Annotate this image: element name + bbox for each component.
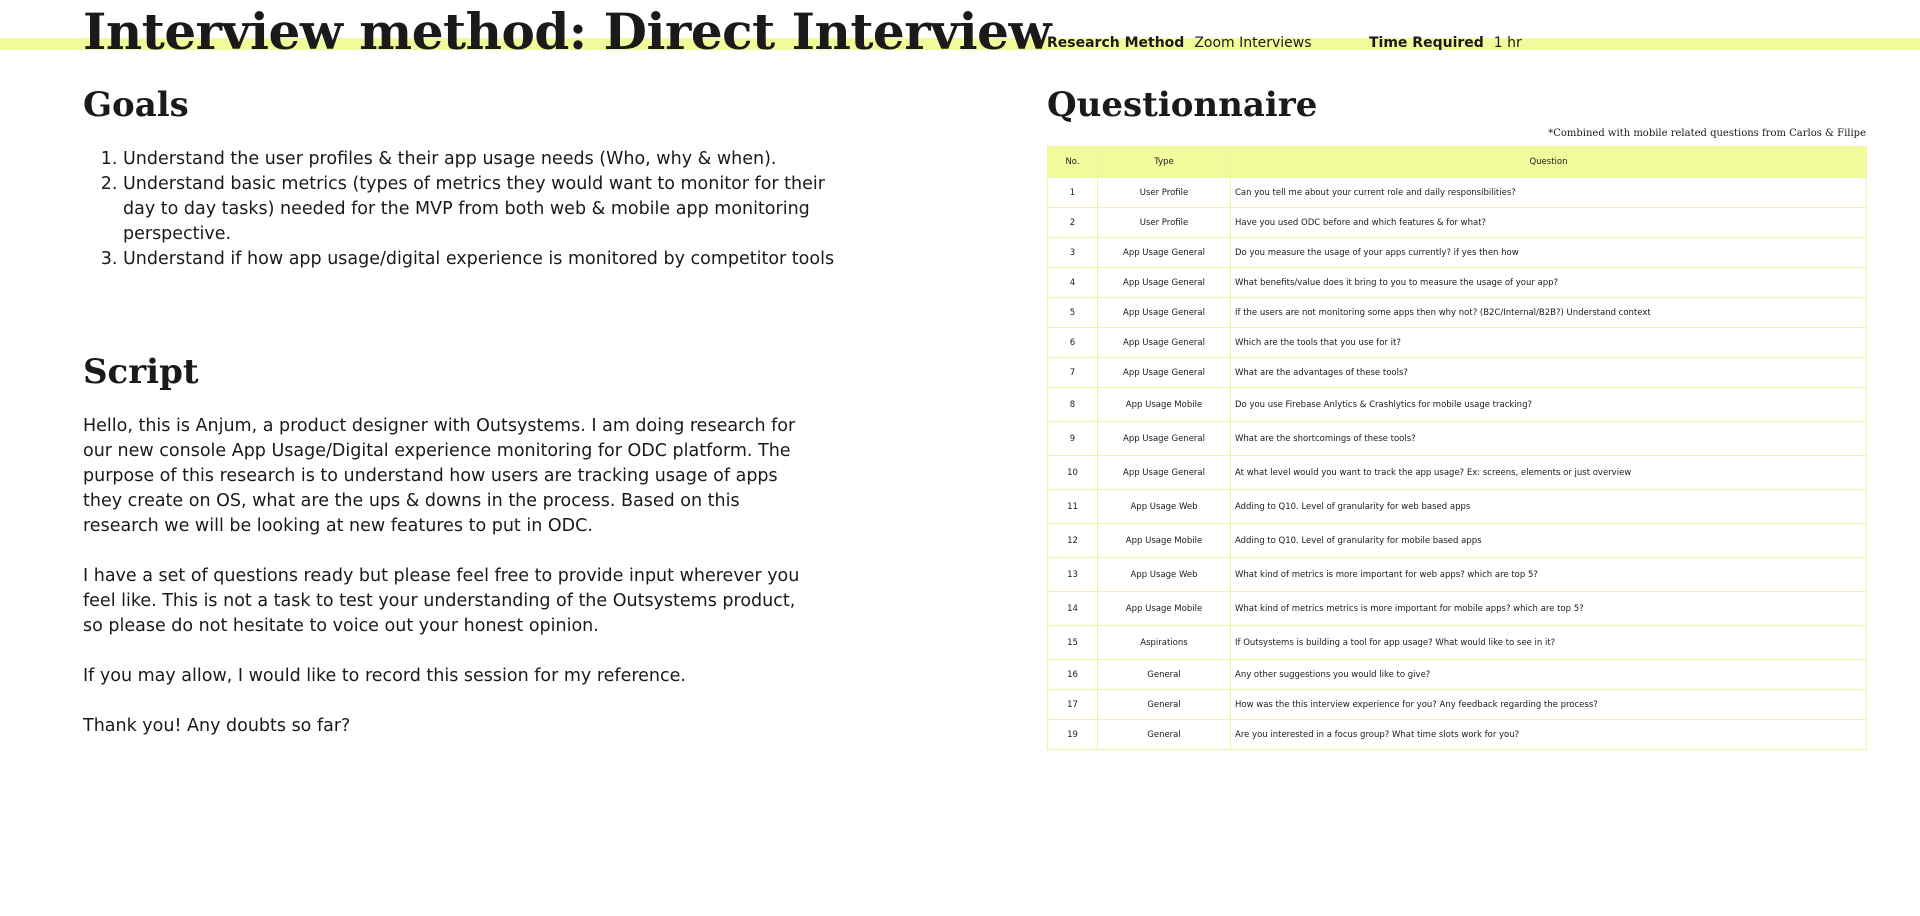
- table-row: [1048, 298, 1867, 328]
- row-question: Can you tell me about your current role and daily responsibilities?: [1231, 178, 1867, 208]
- row-number: 2: [1048, 208, 1098, 238]
- table-row: [1048, 558, 1867, 592]
- table-row: [1048, 422, 1867, 456]
- row-number: 4: [1048, 268, 1098, 298]
- row-type: General: [1098, 720, 1231, 750]
- table-row: [1048, 626, 1867, 660]
- column-header-no: No.: [1048, 147, 1098, 178]
- row-number: 16: [1048, 660, 1098, 690]
- row-number: 13: [1048, 558, 1098, 592]
- table-row: [1048, 268, 1867, 298]
- research-method-label: Research Method: [1047, 35, 1185, 51]
- row-number: 10: [1048, 456, 1098, 490]
- time-required-label: Time Required: [1369, 35, 1484, 51]
- row-number: 7: [1048, 358, 1098, 388]
- table-row: [1048, 328, 1867, 358]
- row-type: App Usage Mobile: [1098, 388, 1231, 422]
- row-type: App Usage Web: [1098, 490, 1231, 524]
- row-question: Which are the tools that you use for it?: [1231, 328, 1867, 358]
- row-question: Adding to Q10. Level of granularity for mobile based apps: [1231, 524, 1867, 558]
- row-number: 5: [1048, 298, 1098, 328]
- table-row: [1048, 592, 1867, 626]
- row-type: User Profile: [1098, 208, 1231, 238]
- row-type: App Usage Web: [1098, 558, 1231, 592]
- row-number: 6: [1048, 328, 1098, 358]
- row-number: 9: [1048, 422, 1098, 456]
- column-header-question: Question: [1231, 147, 1867, 178]
- row-type: App Usage General: [1098, 238, 1231, 268]
- script-body: [83, 414, 813, 764]
- row-question: Any other suggestions you would like to give?: [1231, 660, 1867, 690]
- row-number: 15: [1048, 626, 1098, 660]
- row-type: App Usage Mobile: [1098, 524, 1231, 558]
- row-type: App Usage General: [1098, 298, 1231, 328]
- row-type: General: [1098, 660, 1231, 690]
- goals-list: [83, 147, 853, 272]
- row-question: If the users are not monitoring some apps then why not? (B2C/Internal/B2B?) Understand context: [1231, 298, 1867, 328]
- questionnaire-heading: Questionnaire: [1047, 85, 1318, 125]
- row-question: What benefits/value does it bring to you to measure the usage of your app?: [1231, 268, 1867, 298]
- script-paragraph: I have a set of questions ready but please feel free to provide input wherever you feel like. This is not a task to test your understanding of the Outsystems product, so please do not hesitate to voice out your honest opinion.: [83, 566, 800, 636]
- script-paragraph: Hello, this is Anjum, a product designer with Outsystems. I am doing research for our new console App Usage/Digital experience monitoring for ODC platform. The purpose of this research is to understand how users are tracking usage of apps they create on OS, what are the ups & downs in the process. Based on this research we will be looking at new features to put in ODC.: [83, 416, 796, 536]
- row-type: General: [1098, 690, 1231, 720]
- row-question: What are the advantages of these tools?: [1231, 358, 1867, 388]
- table-row: [1048, 388, 1867, 422]
- table-row: [1048, 660, 1867, 690]
- row-question: What kind of metrics is more important for web apps? which are top 5?: [1231, 558, 1867, 592]
- time-required-value: 1 hr: [1493, 35, 1522, 51]
- table-row: [1048, 720, 1867, 750]
- row-number: 8: [1048, 388, 1098, 422]
- goal-item: 3. Understand if how app usage/digital experience is monitored by competitor tools: [123, 247, 853, 272]
- row-type: App Usage Mobile: [1098, 592, 1231, 626]
- row-question: How was the this interview experience for you? Any feedback regarding the process?: [1231, 690, 1867, 720]
- time-required: [1369, 34, 1522, 52]
- row-number: 12: [1048, 524, 1098, 558]
- questionnaire-footnote: *Combined with mobile related questions from Carlos & Filipe: [1548, 128, 1866, 139]
- table-row: [1048, 690, 1867, 720]
- questionnaire-table: [1047, 146, 1867, 750]
- script-paragraph: Thank you! Any doubts so far?: [83, 716, 351, 736]
- row-type: App Usage General: [1098, 328, 1231, 358]
- script-paragraph: If you may allow, I would like to record this session for my reference.: [83, 666, 686, 686]
- row-question: Do you measure the usage of your apps currently? if yes then how: [1231, 238, 1867, 268]
- row-number: 11: [1048, 490, 1098, 524]
- script-heading: Script: [83, 352, 199, 392]
- row-question: Adding to Q10. Level of granularity for web based apps: [1231, 490, 1867, 524]
- row-question: If Outsystems is building a tool for app usage? What would like to see in it?: [1231, 626, 1867, 660]
- research-method-value: Zoom Interviews: [1194, 35, 1312, 51]
- research-method: [1047, 34, 1312, 52]
- goals-heading: Goals: [83, 85, 189, 125]
- table-row: [1048, 524, 1867, 558]
- row-question: Are you interested in a focus group? What time slots work for you?: [1231, 720, 1867, 750]
- row-type: App Usage General: [1098, 358, 1231, 388]
- table-row: [1048, 238, 1867, 268]
- table-row: [1048, 178, 1867, 208]
- row-type: App Usage General: [1098, 456, 1231, 490]
- page-title: Interview method: Direct Interview: [83, 2, 1051, 61]
- row-number: 14: [1048, 592, 1098, 626]
- table-row: [1048, 208, 1867, 238]
- row-type: User Profile: [1098, 178, 1231, 208]
- table-row: [1048, 490, 1867, 524]
- goal-item: 1. Understand the user profiles & their app usage needs (Who, why & when).: [123, 147, 853, 172]
- goal-item: 2. Understand basic metrics (types of metrics they would want to monitor for their day to day tasks) needed for the MVP from both web & mobile app monitoring perspective.: [123, 172, 853, 247]
- row-question: At what level would you want to track the app usage? Ex: screens, elements or just overview: [1231, 456, 1867, 490]
- row-number: 3: [1048, 238, 1098, 268]
- row-question: Do you use Firebase Anlytics & Crashlytics for mobile usage tracking?: [1231, 388, 1867, 422]
- row-question: What kind of metrics metrics is more important for mobile apps? which are top 5?: [1231, 592, 1867, 626]
- row-question: Have you used ODC before and which features & for what?: [1231, 208, 1867, 238]
- table-row: [1048, 456, 1867, 490]
- row-type: App Usage General: [1098, 268, 1231, 298]
- row-number: 17: [1048, 690, 1098, 720]
- row-type: App Usage General: [1098, 422, 1231, 456]
- row-question: What are the shortcomings of these tools?: [1231, 422, 1867, 456]
- table-header-row: [1048, 147, 1867, 178]
- row-number: 1: [1048, 178, 1098, 208]
- row-type: Aspirations: [1098, 626, 1231, 660]
- table-row: [1048, 358, 1867, 388]
- column-header-type: Type: [1098, 147, 1231, 178]
- row-number: 19: [1048, 720, 1098, 750]
